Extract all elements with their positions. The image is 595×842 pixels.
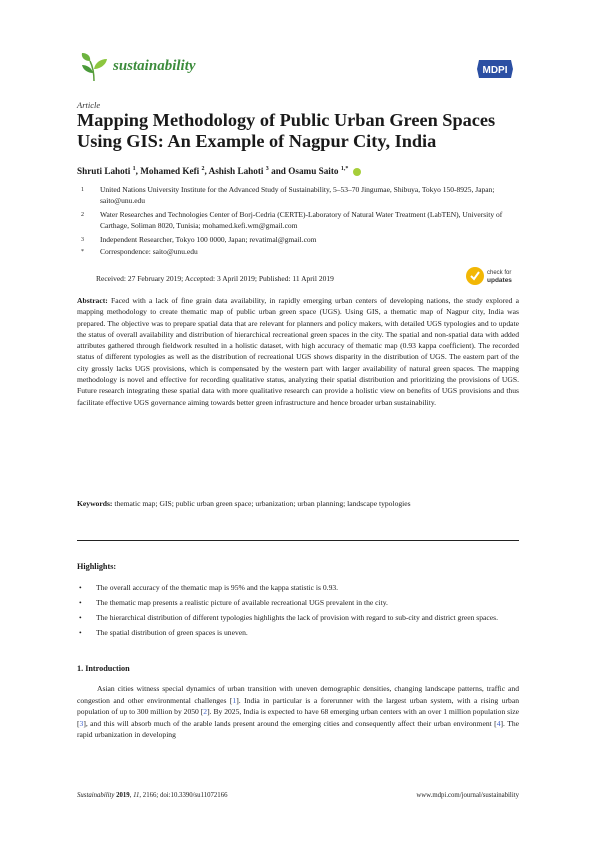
mdpi-logo-icon: [473, 56, 517, 82]
correspondence-item: [77, 247, 522, 258]
author-name[interactable]: Shruti Lahoti: [77, 166, 131, 177]
keywords: [77, 498, 519, 509]
author-name[interactable]: Mohamed Kefi: [140, 166, 200, 177]
affiliation-text: United Nations University Institute for the Advanced Study of Sustainability, 5–53–70 Jingumae, Shibuya, Tokyo 150-8925, Japan; saito@unu.edu: [100, 185, 495, 205]
sustainability-leaf-logo-icon: [78, 51, 110, 83]
check-badge-line2: updates: [487, 277, 512, 284]
author-separator: and: [268, 166, 289, 177]
abstract-label: Abstract:: [77, 296, 108, 305]
article-type: Article: [77, 100, 101, 110]
keywords-text: thematic map; GIS; public urban green space; urbanization; urban planning; landscape typologies: [114, 499, 411, 508]
citation-link[interactable]: 2: [203, 707, 208, 717]
footer-journal-url[interactable]: www.mdpi.com/journal/sustainability: [416, 792, 519, 799]
author-name[interactable]: Ashish Lahoti: [208, 166, 264, 177]
footer-year: 2019: [116, 792, 130, 799]
publication-dates: Received: 27 February 2019; Accepted: 3 April 2019; Published: 11 April 2019: [96, 274, 334, 283]
author-list: [77, 166, 517, 176]
intro-text: ]. India in particular is a forerunner with the largest urban system, with a rising urban population of up to 300 million by 2050 [: [77, 695, 519, 717]
footer-volume: 11: [133, 792, 140, 799]
affiliation-item: [77, 210, 522, 231]
affiliation-item: [77, 235, 522, 246]
author-separator: ,: [135, 166, 141, 177]
affiliation-number: 2: [81, 212, 84, 218]
abstract-text: Faced with a lack of fine grain data availability, in rapidly emerging urban centers of developing nations, the study explored a mapping methodology to create thematic map of public urban green space (UGS). Using GIS, a thematic map of Nagpur city, India was prepared. The objective was to prepare spatial data that are relevant for planners and policy makers, with detailed UGS typologies and to update the status of overall availability and distribution of hierarchical recreational green spaces in the city. The spatial and non-spatial data with added attributes gathered through fieldwork resulted in a holistic dataset, with high accuracy of thematic map (0.93 kappa coefficient). The recorded status of different typologies as well as the distribution of recreational UGS shows disparity in the distribution of UGS. The eastern part of the city grossly lacks UGS provisions, which is compensated by the western part with larger availability of natural green spaces. The mapping methodology is novel and effective for recording qualitative status, analyzing their spatial distribution and prioritizing the provisions of UGS. Future research integrating these spatial data with more qualitative research can provide a holistic view on benefits of UGS provisions and thus facilitate effective UGS governance aiming towards better green infrastructure and hence broader urban sustainability.: [77, 296, 520, 407]
citation-link[interactable]: 4: [496, 718, 501, 728]
mdpi-logo-text: MDPI: [482, 65, 508, 76]
check-for-updates-badge[interactable]: [465, 264, 521, 288]
affiliation-text: Independent Researcher, Tokyo 100 0000, Japan; revatimal@gmail.com: [100, 235, 317, 244]
footer-citation: Sustainability 2019, 11, 2166; doi:10.3390/su11072166: [77, 792, 228, 799]
affiliation-item: [77, 185, 522, 206]
author-name[interactable]: Osamu Saito: [288, 166, 339, 177]
introduction-paragraph: [77, 683, 519, 741]
section-divider: [77, 540, 519, 541]
author-affiliation-sup: 1,*: [340, 166, 349, 172]
highlight-item: • The hierarchical distribution of different typologies highlights the lack of provision with regard to sub-city and district green spaces.: [77, 612, 519, 623]
intro-text: Asian cities witness special dynamics of urban transition with uneven demographic densities, changing landscape patterns, traffic and congestion and other environmental challenges [: [77, 684, 519, 705]
citation-link[interactable]: 1: [232, 695, 237, 705]
keywords-label: Keywords:: [77, 499, 113, 508]
author-affiliation-sup: 3: [265, 166, 269, 172]
orcid-icon[interactable]: [353, 168, 361, 176]
author-affiliation-sup: 2: [201, 166, 205, 172]
highlights-heading: Highlights:: [77, 562, 117, 571]
affiliation-number: *: [81, 249, 84, 255]
highlights-list: [77, 582, 519, 642]
section-heading-introduction: 1. Introduction: [77, 664, 130, 673]
highlight-item: • The thematic map presents a realistic picture of available recreational UGS prevalent in the city.: [77, 597, 519, 608]
affiliation-number: 3: [81, 237, 84, 243]
author-separator: ,: [204, 166, 209, 177]
intro-text: ]. By 2025, India is expected to have 68 emerging urban centers with an over 1 million population size [: [77, 707, 519, 728]
affiliation-number: 1: [81, 187, 84, 193]
correspondence-text: Correspondence: saito@unu.edu: [100, 247, 198, 256]
abstract: [77, 295, 519, 408]
footer-journal: Sustainability: [77, 792, 115, 799]
check-badge-line1: check for: [487, 270, 512, 276]
affiliation-text: Water Researches and Technologies Center of Borj-Cedria (CERTE)-Laboratory of Natural Water Treatment (LabTEN), University of Carthage, Soliman 8020, Tunisia; mohamed.kefi.wm@gmail.com: [100, 210, 503, 230]
paper-title: Mapping Methodology of Public Urban Green Spaces Using GIS: An Example of Nagpur City, India: [77, 110, 496, 151]
intro-text: ], and this will absorb much of the arable lands present around the emerging cities and consequently affect their urban environment [: [83, 718, 497, 728]
footer-doi[interactable]: , 2166; doi:10.3390/su11072166: [139, 792, 228, 799]
highlight-item: • The spatial distribution of green spaces is uneven.: [77, 627, 519, 638]
highlight-item: • The overall accuracy of the thematic map is 95% and the kappa statistic is 0.93.: [77, 582, 519, 593]
citation-link[interactable]: 3: [79, 718, 84, 728]
journal-name: sustainability: [113, 58, 196, 74]
author-affiliation-sup: 1: [132, 166, 136, 172]
intro-text: ]. The rapid urbanization in developing: [77, 718, 519, 740]
